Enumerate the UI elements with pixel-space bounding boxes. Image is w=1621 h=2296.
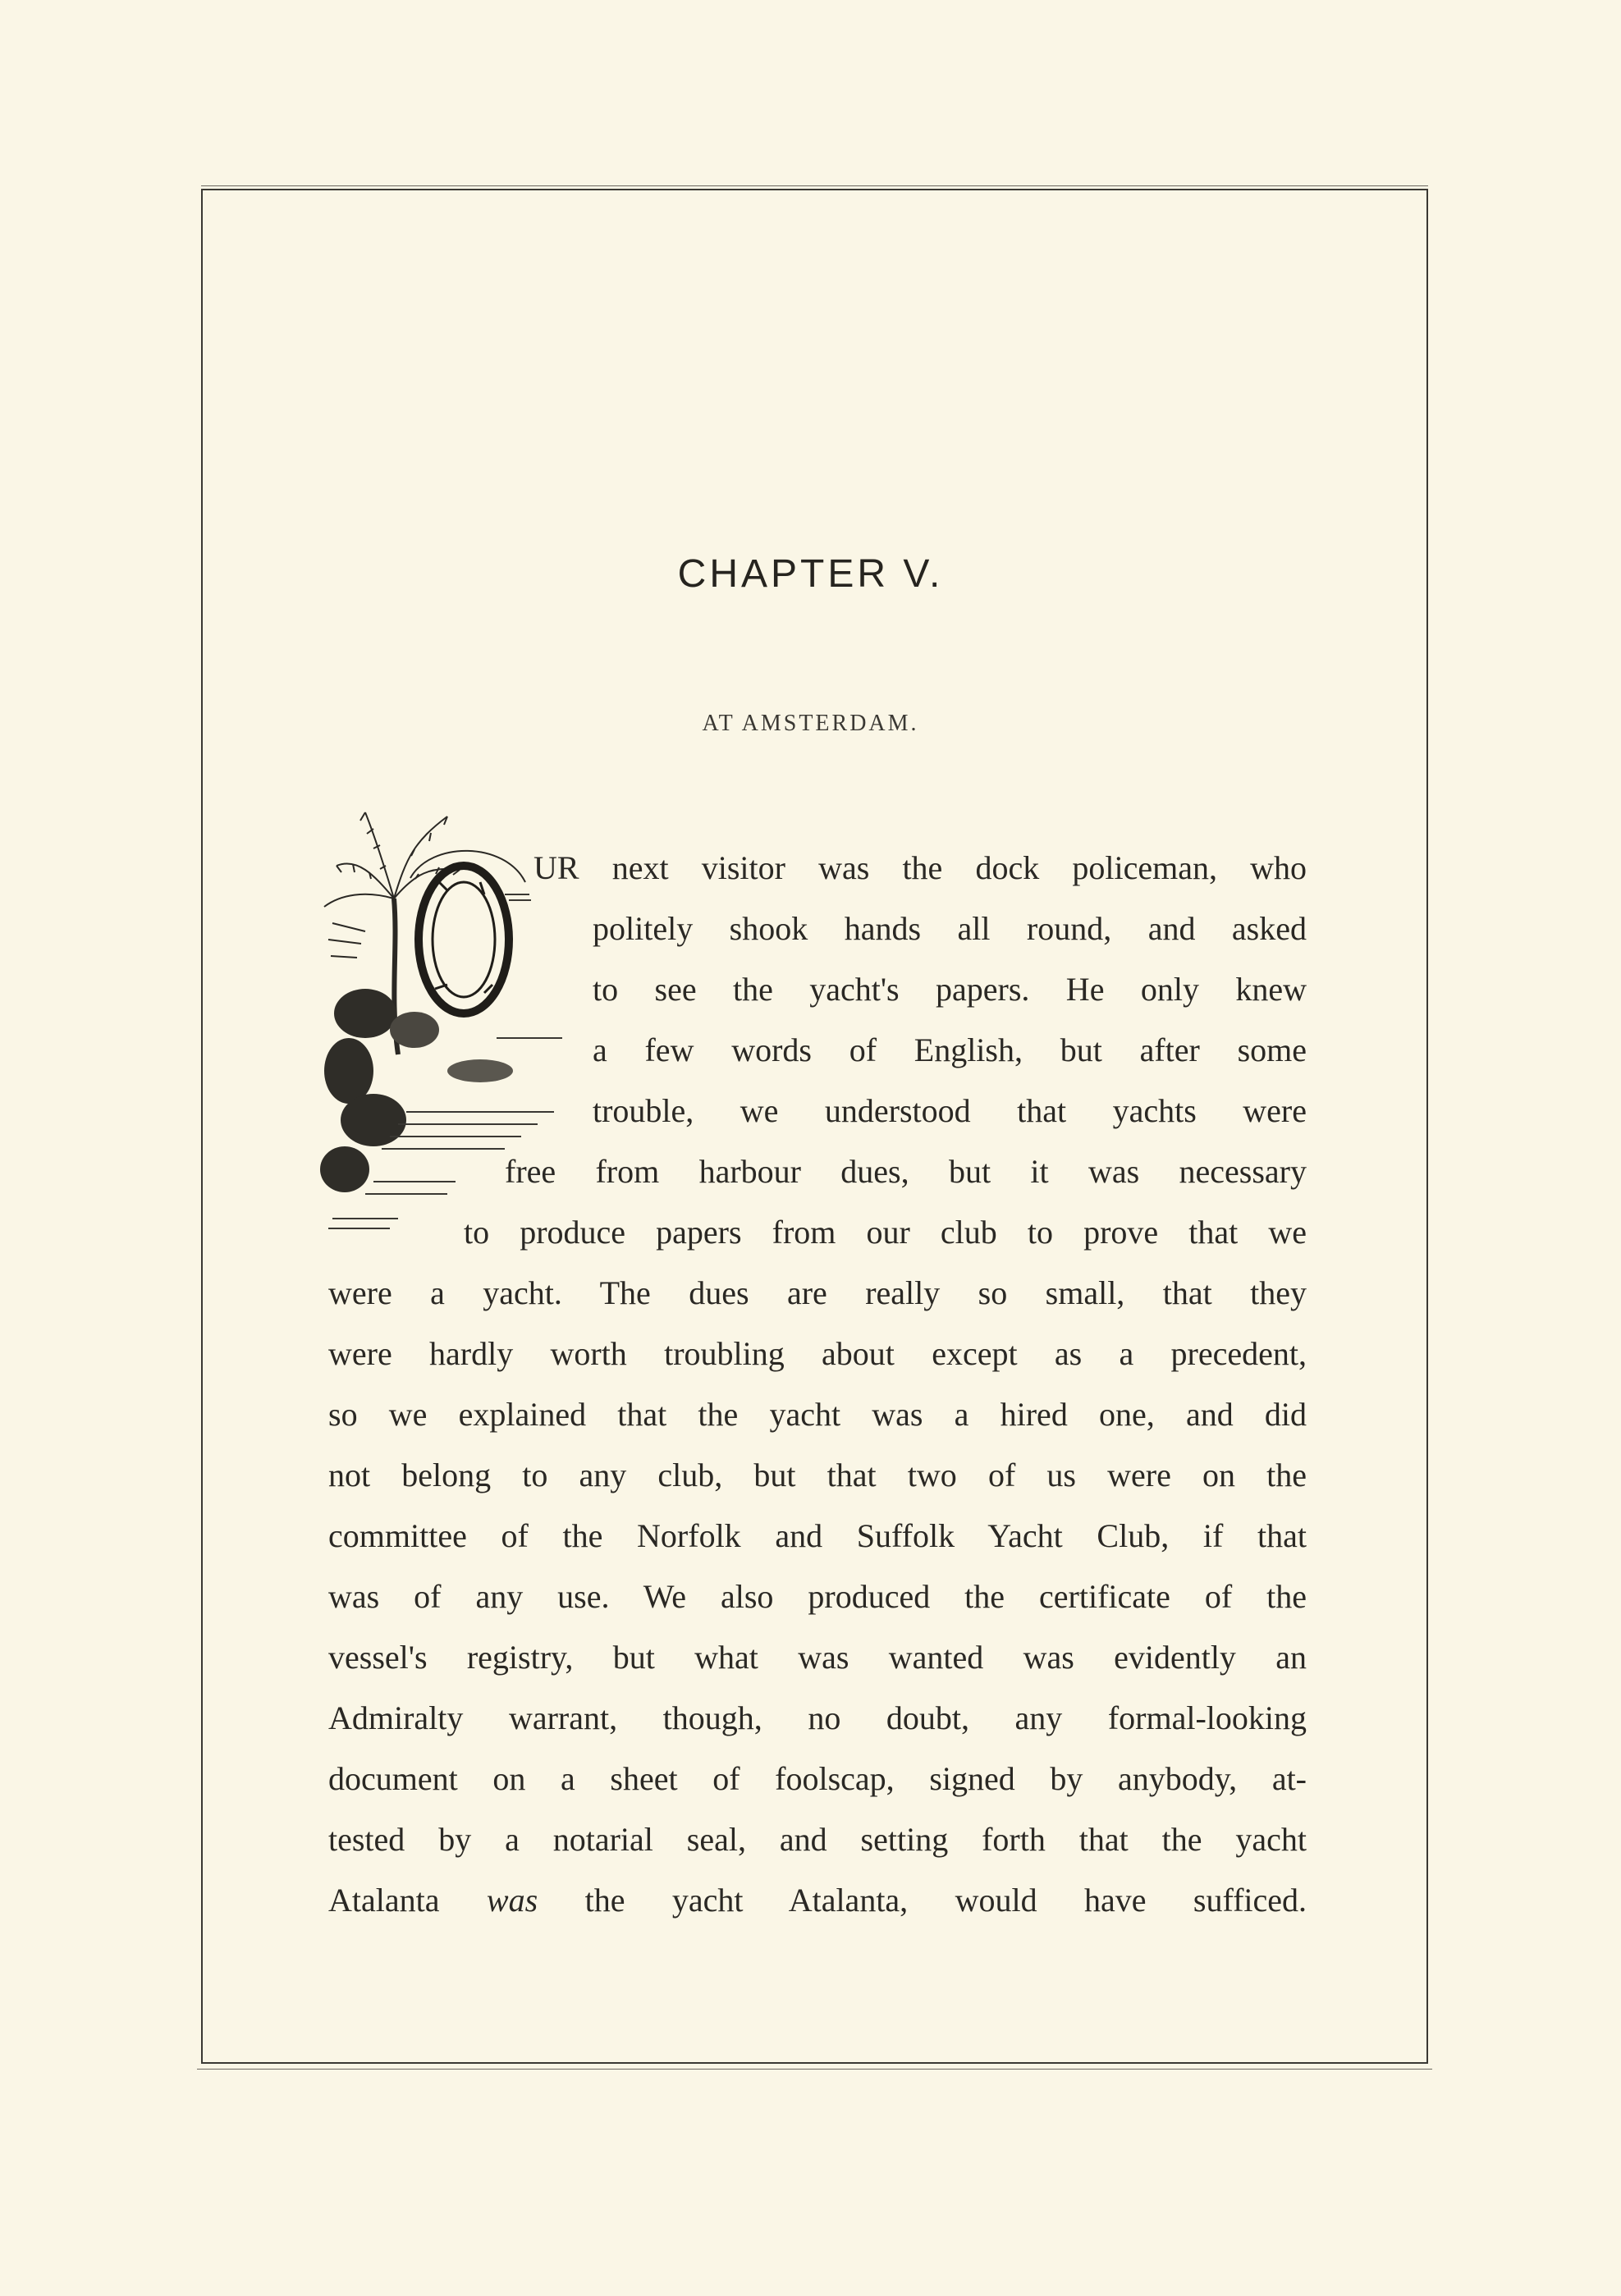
text-line-12: committee of the Norfolk and Suffolk Yacht Club, if that: [328, 1517, 1307, 1554]
chapter-subtitle: AT AMSTERDAM.: [702, 711, 919, 736]
text-line-17: tested by a notarial seal, and setting forth that the yacht: [328, 1821, 1307, 1858]
text-line-18: [328, 1881, 1307, 1920]
text-line-10: so we explained that the yacht was a hired one, and did: [328, 1396, 1307, 1433]
frame-bottom-rule: [197, 2069, 1432, 2070]
text-line-3: to see the yacht's papers. He only knew: [593, 971, 1307, 1008]
text-line-6: free from harbour dues, but it was necessary: [505, 1153, 1307, 1190]
text-line-9: were hardly worth troubling about except as a precedent,: [328, 1335, 1307, 1372]
text-line-8: were a yacht. The dues are really so small, that they: [328, 1274, 1307, 1311]
frame-top-rule: [201, 185, 1428, 186]
last-line-end: the yacht Atalanta, would have sufficed.: [584, 1882, 1307, 1919]
text-line-11: not belong to any club, but that two of us were on the: [328, 1457, 1307, 1493]
text-line-16: document on a sheet of foolscap, signed by anybody, at-: [328, 1760, 1307, 1797]
text-line-14: vessel's registry, but what was wanted was evidently an: [328, 1639, 1307, 1676]
chapter-title: CHAPTER V.: [677, 552, 944, 596]
text-line-13: was of any use. We also produced the certificate of the: [328, 1578, 1307, 1615]
last-line-italic-word: was: [486, 1882, 538, 1919]
text-line-15: Admiralty warrant, though, no doubt, any formal-looking: [328, 1699, 1307, 1736]
text-line-2: politely shook hands all round, and asked: [593, 910, 1307, 947]
last-line-start: Atalanta: [328, 1882, 440, 1919]
text-line-5: trouble, we understood that yachts were: [593, 1092, 1307, 1129]
text-line-7: to produce papers from our club to prove that we: [464, 1214, 1307, 1251]
text-line-1: UR next visitor was the dock policeman, who: [533, 849, 1307, 886]
text-line-4: a few words of English, but after some: [593, 1031, 1307, 1068]
